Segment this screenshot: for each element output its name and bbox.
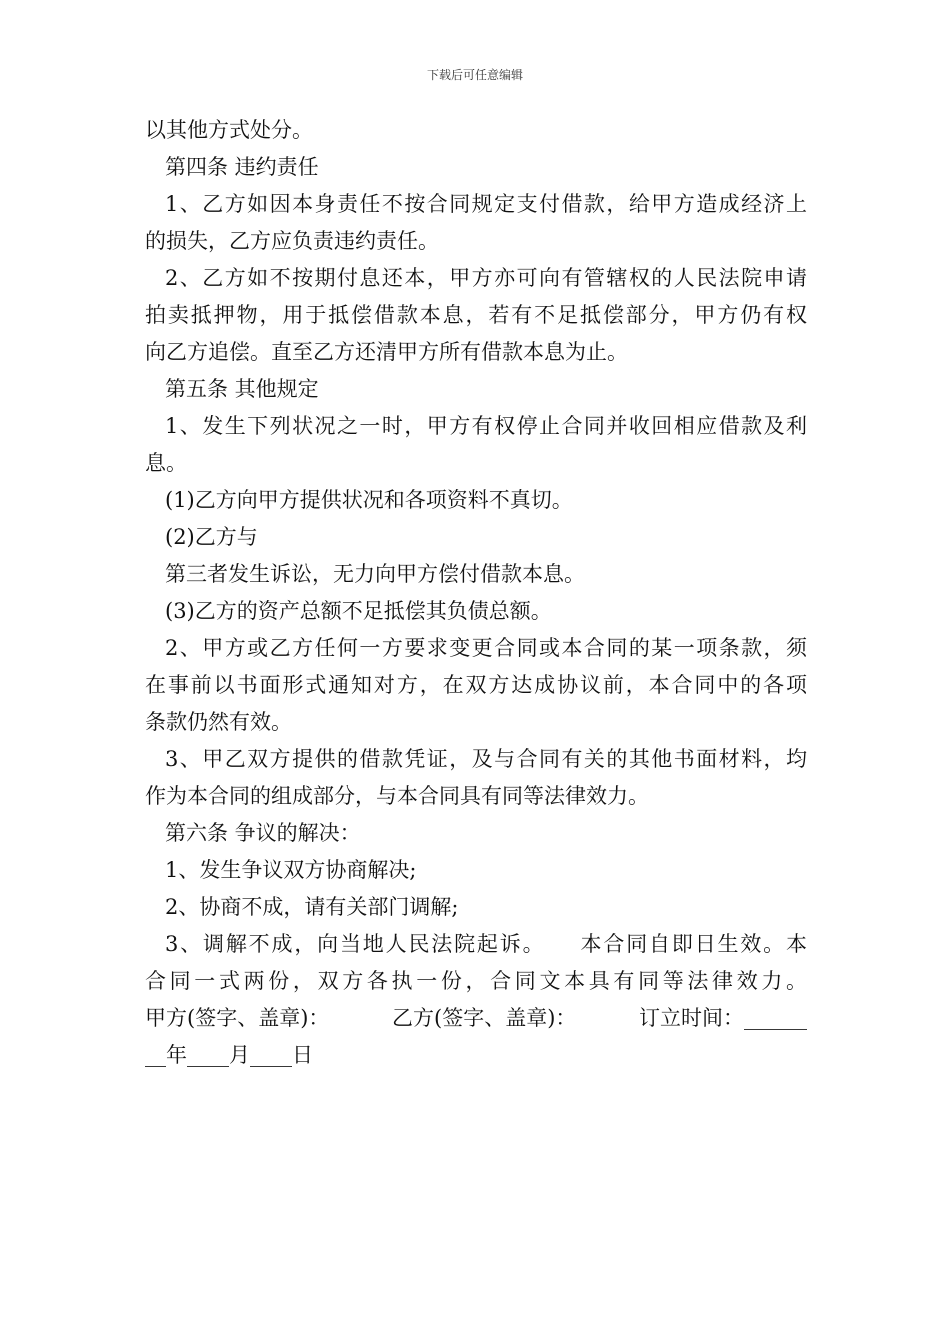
document-body — [145, 112, 807, 1074]
sign-date-label: 订立时间：______ — [639, 1006, 807, 1030]
text-line: 3、甲乙双方提供的借款凭证，及与合同有关的其他书面材料，均 — [165, 747, 807, 771]
text-line: 2、乙方如不按期付息还本，甲方亦可向有管辖权的人民法院申请 — [165, 266, 807, 290]
text-line: (1)乙方向甲方提供状况和各项资料不真切。 — [165, 488, 573, 512]
text-line: 第六条 争议的解决： — [165, 821, 361, 845]
text-line: 第五条 其他规定 — [165, 377, 319, 401]
text-line: 第四条 违约责任 — [165, 155, 319, 179]
text-line: 在事前以书面形式通知对方，在双方达成协议前，本合同中的各项 — [145, 673, 807, 697]
text-line: 向乙方追偿。直至乙方还清甲方所有借款本息为止。 — [145, 340, 628, 364]
text-line: 1、乙方如因本身责任不按合同规定支付借款，给甲方造成经济上 — [165, 192, 807, 216]
text-line: 1、发生争议双方协商解决; — [165, 858, 417, 882]
text-line: 2、甲方或乙方任何一方要求变更合同或本合同的某一项条款，须 — [165, 636, 807, 660]
text-line: (3)乙方的资产总额不足抵偿其负债总额。 — [165, 599, 552, 623]
page-header-note: 下载后可任意编辑 — [426, 68, 523, 82]
text-line: 息。 — [145, 451, 187, 475]
sign-date-line: __年____月____日 — [145, 1043, 313, 1067]
text-line: (2)乙方与 — [165, 525, 258, 549]
text-line: 第三者发生诉讼，无力向甲方偿付借款本息。 — [165, 562, 585, 586]
text-line: 拍卖抵押物，用于抵偿借款本息，若有不足抵偿部分，甲方仍有权 — [145, 303, 807, 327]
text-line: 以其他方式处分。 — [145, 118, 313, 142]
text-line: 作为本合同的组成部分，与本合同具有同等法律效力。 — [145, 784, 649, 808]
party-b-signature-label: 乙方(签字、盖章)： — [392, 1006, 577, 1030]
paragraph-lines — [145, 112, 807, 1000]
text-line: 3、调解不成，向当地人民法院起诉。 本合同自即日生效。本 — [165, 932, 807, 956]
text-line: 条款仍然有效。 — [145, 710, 292, 734]
text-line: 合同一式两份，双方各执一份，合同文本具有同等法律效力。 — [145, 969, 807, 993]
text-line: 2、协商不成，请有关部门调解; — [165, 895, 459, 919]
party-a-signature-label: 甲方(签字、盖章)： — [145, 1006, 330, 1030]
text-line: 的损失，乙方应负责违约责任。 — [145, 229, 439, 253]
text-line: 1、发生下列状况之一时，甲方有权停止合同并收回相应借款及利 — [165, 414, 807, 438]
signature-row — [145, 1000, 807, 1037]
